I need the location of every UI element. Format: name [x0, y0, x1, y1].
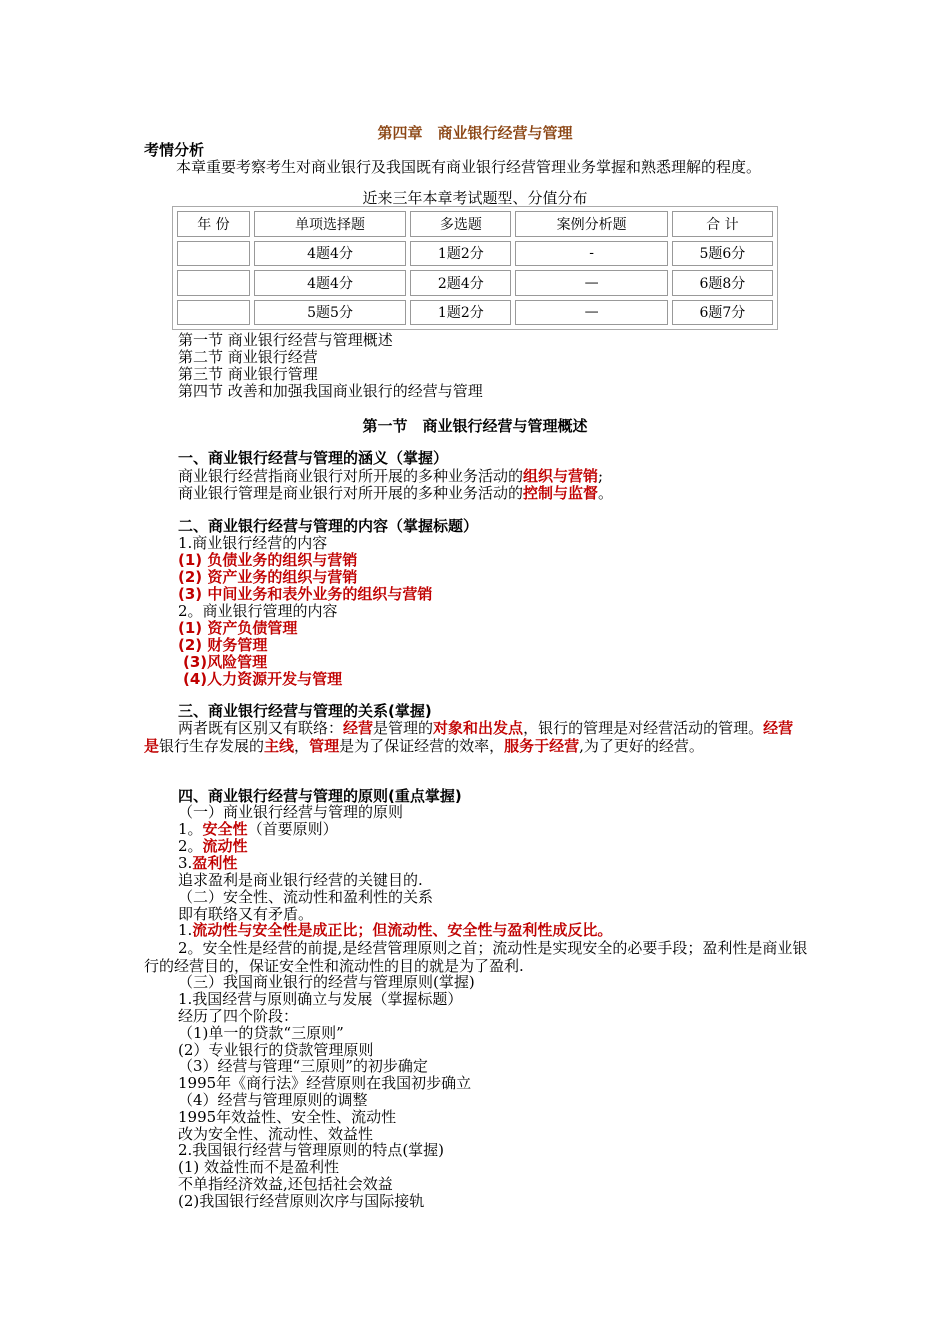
table-cell: 1题2分	[410, 241, 511, 267]
s2-item: (2) 资产业务的组织与营销	[178, 568, 358, 586]
s4-line: (1) 效益性而不是盈利性	[178, 1158, 340, 1176]
s1-line1-emphasis: 组织与营销	[523, 467, 599, 485]
table-row	[177, 300, 773, 326]
s3-emphasis: 经营	[343, 719, 374, 737]
s3-text: ,为了更好的经营。	[579, 737, 704, 755]
s2-sub1: 1.商业银行经营的内容	[178, 534, 328, 552]
toc-item: 第三节 商业银行管理	[178, 365, 318, 383]
toc-item: 第四节 改善和加强我国商业银行的经营与管理	[178, 382, 483, 400]
table-cell: 1题2分	[410, 300, 511, 326]
table-caption: 近来三年本章考试题型、分值分布	[362, 189, 588, 207]
s3-text: 银行生存发展的	[159, 737, 265, 755]
table-header-cell: 年 份	[177, 211, 250, 237]
table-cell: 2题4分	[410, 270, 511, 296]
table-header-row	[177, 211, 773, 237]
s1-line2-text: 商业银行管理是商业银行对所开展的多种业务活动的	[178, 484, 524, 502]
s1-line1	[178, 468, 603, 485]
s4-both: 即有联络又有矛盾。	[178, 905, 314, 923]
s4-line: 经历了四个阶段：	[178, 1007, 299, 1025]
s4-line: （3）经营与管理“三原则”的初步确定	[178, 1057, 428, 1075]
s4-sub1: （一）商业银行经营与管理的原则	[178, 803, 404, 821]
table-row	[177, 270, 773, 296]
s3-text: 两者既有区别又有联络：	[178, 719, 344, 737]
table-cell	[177, 300, 250, 326]
table-cell: -	[515, 241, 667, 267]
s2-item: (4)人力资源开发与管理	[183, 670, 343, 688]
s4-line: (2)我国银行经营原则次序与国际接轨	[178, 1192, 425, 1210]
s1-line2-emphasis: 控制与监督	[523, 484, 599, 502]
s4-item	[178, 838, 248, 855]
s3-emphasis: 对象和出发点	[433, 719, 524, 737]
analysis-intro: 本章重要考察考生对商业银行及我国既有商业银行经营管理业务掌握和熟悉理解的程度。	[176, 158, 762, 176]
s4-item-note: （首要原则）	[247, 820, 338, 838]
table-cell: —	[515, 270, 667, 296]
s3-text: ，银行的管理是对经营活动的管理。	[523, 719, 764, 737]
s3-text: ，	[294, 737, 310, 755]
s2-item: (1) 资产负债管理	[178, 619, 298, 637]
table-header-cell: 合 计	[672, 211, 773, 237]
s3-emphasis: 服务于经营	[504, 737, 580, 755]
s2-heading: 二、商业银行经营与管理的内容（掌握标题）	[178, 517, 479, 535]
s4-line: 不单指经济效益,还包括社会效益	[178, 1175, 393, 1193]
table-cell: 6题7分	[672, 300, 773, 326]
s2-item: (2) 财务管理	[178, 636, 268, 654]
s3-heading: 三、商业银行经营与管理的关系(掌握)	[178, 702, 432, 720]
s4-item-num: 2。	[178, 837, 203, 855]
toc-item: 第一节 商业银行经营与管理概述	[178, 331, 393, 349]
s3-paragraph	[144, 719, 808, 755]
s1-line1-end: ;	[598, 467, 604, 485]
s4-sub3: （三）我国商业银行的经营与管理原则(掌握)	[178, 973, 475, 991]
table-cell: 4题4分	[254, 270, 406, 296]
s2-item: (3) 中间业务和表外业务的组织与营销	[178, 585, 433, 603]
s1-heading: 一、商业银行经营与管理的涵义（掌握）	[178, 449, 449, 467]
table-row	[177, 241, 773, 267]
table-cell: 5题5分	[254, 300, 406, 326]
s4-sub2: （二）安全性、流动性和盈利性的关系	[178, 888, 434, 906]
s4-line: （4）经营与管理原则的调整	[178, 1091, 368, 1109]
s4-relation-2: 2。安全性是经营的前提,是经营管理原则之首；流动性是实现安全的必要手段；盈利性是商业银行的经营目的，保证安全性和流动性的目的就是为了盈利.	[144, 939, 808, 975]
s4-line: 1.我国经营与原则确立与发展（掌握标题）	[178, 990, 463, 1008]
s4-item-emphasis: 盈利性	[192, 854, 238, 872]
s4-line: 1995年效益性、安全性、流动性	[178, 1108, 397, 1126]
s4-line: 2.我国银行经营与管理原则的特点(掌握)	[178, 1141, 445, 1159]
s4-line: 改为安全性、流动性、效益性	[178, 1125, 374, 1143]
table-cell: 4题4分	[254, 241, 406, 267]
table-cell: 6题8分	[672, 270, 773, 296]
table-cell	[177, 270, 250, 296]
s1-line2	[178, 485, 613, 502]
s2-sub2: 2。商业银行管理的内容	[178, 602, 338, 620]
table-header-cell: 案例分析题	[515, 211, 667, 237]
table-header-cell: 单项选择题	[254, 211, 406, 237]
s3-emphasis: 管理	[309, 737, 340, 755]
table-cell	[177, 241, 250, 267]
s3-emphasis: 主线	[264, 737, 295, 755]
s4-item	[178, 855, 237, 872]
toc-item: 第二节 商业银行经营	[178, 348, 318, 366]
s4-item-emphasis: 安全性	[202, 820, 248, 838]
s4-item-num: 1。	[178, 820, 203, 838]
s4-relation-num: 1.	[178, 921, 193, 939]
s4-pursue: 追求盈利是商业银行经营的关键目的.	[178, 871, 423, 889]
s4-heading: 四、商业银行经营与管理的原则(重点掌握)	[178, 787, 462, 805]
s4-item-emphasis: 流动性	[202, 837, 248, 855]
s3-emphasis: 经营是	[144, 719, 794, 755]
s4-relation-emphasis: 流动性与安全性是成正比；但流动性、安全性与盈利性成反比。	[192, 921, 613, 939]
table-cell: —	[515, 300, 667, 326]
table-cell: 5题6分	[672, 241, 773, 267]
s1-line2-end: 。	[598, 484, 614, 502]
s1-line1-text: 商业银行经营指商业银行对所开展的多种业务活动的	[178, 467, 524, 485]
score-distribution-table	[172, 206, 778, 330]
section-title: 第一节 商业银行经营与管理概述	[362, 417, 588, 435]
analysis-heading: 考情分析	[144, 141, 205, 159]
chapter-title: 第四章 商业银行经营与管理	[377, 124, 573, 142]
s4-relation-1	[178, 922, 612, 939]
table-header-cell: 多选题	[410, 211, 511, 237]
s4-item-num: 3.	[178, 854, 193, 872]
s4-line: (2）专业银行的贷款管理原则	[178, 1041, 374, 1059]
s2-item: (1) 负债业务的组织与营销	[178, 551, 358, 569]
s3-text: 是为了保证经营的效率，	[339, 737, 505, 755]
s4-line: 1995年《商行法》经营原则在我国初步确立	[178, 1074, 472, 1092]
s3-text: 是管理的	[373, 719, 434, 737]
s4-line: （1)单一的贷款“三原则”	[178, 1024, 344, 1042]
s2-item: (3)风险管理	[183, 653, 268, 671]
s4-item	[178, 821, 338, 838]
